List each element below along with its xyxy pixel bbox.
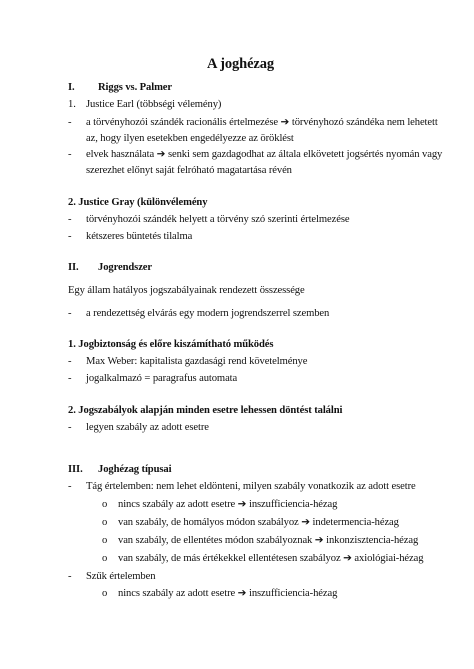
bullet-dash: - xyxy=(68,481,72,492)
section-2-number: II. xyxy=(68,262,79,273)
sub-bullet-circle: o xyxy=(102,517,108,528)
bullet-text: jogalkalmazó = paragrafus automata xyxy=(86,373,238,384)
bullet-text-continuation: az, hogy ilyen esetekben engedélyezze az öröklést xyxy=(86,133,294,144)
bullet-dash: - xyxy=(68,214,72,225)
bullet-text: a törvényhozói szándék racionális értelmezése ➔ törvényhozó szándéka nem lehetett xyxy=(86,117,438,128)
bullet-dash: - xyxy=(68,117,72,128)
bullet-dash: - xyxy=(68,571,72,582)
bullet-text: a rendezettség elvárás egy modern jogrendszerrel szemben xyxy=(86,308,330,319)
bullet-dash: - xyxy=(68,308,72,319)
bullet-text: elvek használata ➔ senki sem gazdagodhat az általa elkövetett jogsértés nyomán vagy xyxy=(86,149,443,160)
bullet-text: Max Weber: kapitalista gazdasági rend követelménye xyxy=(86,356,308,367)
sub-bullet-circle: o xyxy=(102,499,108,510)
subsection-heading: 2. Justice Gray (különvélemény xyxy=(68,197,208,208)
subsection-heading: 2. Jogszabályok alapján minden esetre lehessen döntést találni xyxy=(68,405,343,416)
list-item-number: 1. xyxy=(68,99,76,110)
bullet-dash: - xyxy=(68,422,72,433)
list-item-text: Justice Earl (többségi vélemény) xyxy=(86,99,222,110)
bullet-dash: - xyxy=(68,373,72,384)
bullet-dash: - xyxy=(68,149,72,160)
bullet-text: Tág értelemben: nem lehet eldönteni, milyen szabály vonatkozik az adott esetre xyxy=(86,481,416,492)
sub-bullet-circle: o xyxy=(102,535,108,546)
bullet-text: legyen szabály az adott esetre xyxy=(86,422,209,433)
section-2-heading: Jogrendszer xyxy=(98,262,153,273)
section-3-number: III. xyxy=(68,464,83,475)
section-3-heading: Joghézag típusai xyxy=(98,464,172,475)
section-1-number: I. xyxy=(68,82,75,93)
bullet-text: Szűk értelemben xyxy=(86,571,156,582)
sub-bullet-text: nincs szabály az adott esetre ➔ inszufficiencia-hézag xyxy=(118,588,338,599)
bullet-dash: - xyxy=(68,231,72,242)
bullet-text-continuation: szerezhet előnyt saját felróható magatartása révén xyxy=(86,165,292,176)
section-1-heading: Riggs vs. Palmer xyxy=(98,82,173,93)
sub-bullet-text: van szabály, de homályos módon szabályoz ➔ indetermencia-hézag xyxy=(118,517,399,528)
bullet-text: kétszeres büntetés tilalma xyxy=(86,231,193,242)
subsection-heading: 1. Jogbiztonság és előre kiszámítható működés xyxy=(68,339,274,350)
bullet-text: törvényhozói szándék helyett a törvény szó szerinti értelmezése xyxy=(86,214,350,225)
paragraph: Egy állam hatályos jogszabályainak rendezett összessége xyxy=(68,285,305,296)
sub-bullet-circle: o xyxy=(102,588,108,599)
sub-bullet-text: nincs szabály az adott esetre ➔ inszufficiencia-hézag xyxy=(118,499,338,510)
sub-bullet-text: van szabály, de más értékekkel ellentétesen szabályoz ➔ axiológiai-hézag xyxy=(118,553,424,564)
sub-bullet-text: van szabály, de ellentétes módon szabályoznak ➔ inkonzisztencia-hézag xyxy=(118,535,419,546)
sub-bullet-circle: o xyxy=(102,553,108,564)
bullet-dash: - xyxy=(68,356,72,367)
document-title: A joghézag xyxy=(207,56,275,72)
